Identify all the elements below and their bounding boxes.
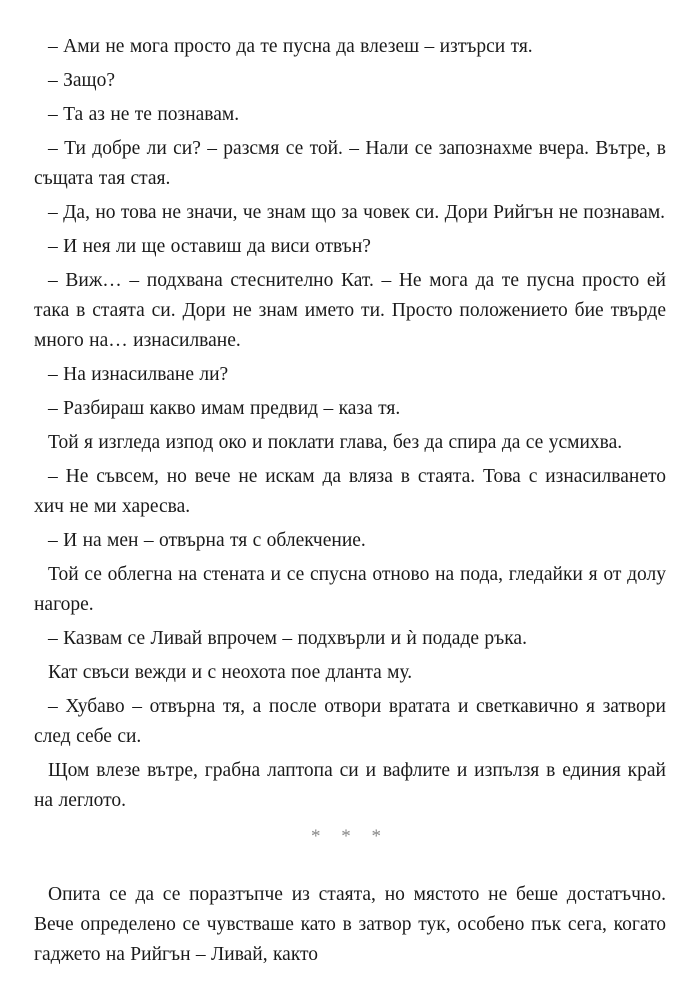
paragraph: – Ами не мога просто да те пусна да влезеш – изтърси тя. — [48, 36, 533, 57]
paragraph: – Ти добре ли си? – разсмя се той. – Нали се запознахме вчера. Вътре, в същата тая стая. — [34, 138, 666, 189]
section-separator: * * * — [311, 826, 389, 847]
paragraph: – Виж… – подхвана стеснително Кат. – Не мога да те пусна просто ей така в стаята си. Дори не знам името ти. Просто положението бие твърде много на… изнасилване. — [34, 270, 666, 351]
book-page — [34, 32, 666, 974]
paragraph: – Разбираш какво имам предвид – каза тя. — [48, 398, 401, 419]
paragraph: – Не съвсем, но вече не искам да вляза в стаята. Това с изнасилването хич не ми харесва. — [34, 466, 666, 517]
paragraph: – И нея ли ще оставиш да виси отвън? — [48, 236, 371, 257]
paragraph: – На изнасилване ли? — [48, 364, 229, 385]
section-two — [34, 880, 666, 970]
chapter-body — [34, 32, 666, 816]
paragraph: Щом влезе вътре, грабна лаптопа си и вафлите и изпълзя в единия край на леглото. — [34, 760, 666, 811]
paragraph: – Да, но това не значи, че знам що за човек си. Дори Рийгън не познавам. — [48, 202, 666, 223]
paragraph: – Защо? — [48, 70, 115, 91]
paragraph: – Хубаво – отвърна тя, а после отвори вратата и светкавично я затвори след себе си. — [34, 696, 666, 747]
paragraph: Опита се да се поразтъпче из стаята, но мястото не беше достатъчно. Вече определено се чувстваше като в затвор тук, особено пък сега, когато гаджето на Рийгън – Ливай, както — [34, 884, 666, 965]
paragraph: – Казвам се Ливай впрочем – подхвърли и ѝ подаде ръка. — [48, 628, 527, 649]
paragraph: Кат свъси вежди и с неохота пое дланта му. — [48, 662, 413, 683]
paragraph: – Та аз не те познавам. — [48, 104, 240, 125]
paragraph: Той я изгледа изпод око и поклати глава, без да спира да се усмихва. — [48, 432, 623, 453]
paragraph: Той се облегна на стената и се спусна отново на пода, гледайки я от долу нагоре. — [34, 564, 666, 615]
paragraph: – И на мен – отвърна тя с облекчение. — [48, 530, 366, 551]
